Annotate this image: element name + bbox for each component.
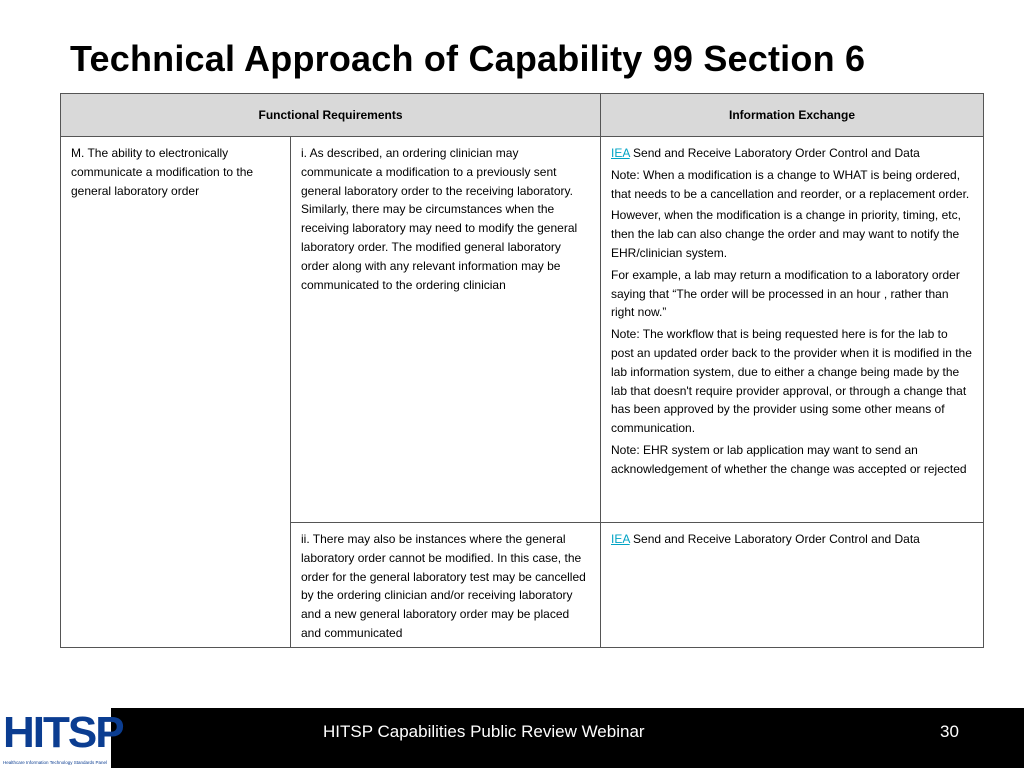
logo-text: HITSP bbox=[3, 708, 123, 757]
exchange-heading bbox=[611, 530, 973, 549]
exchange-title: Send and Receive Laboratory Order Control and Data bbox=[629, 146, 920, 160]
footer-bar bbox=[0, 708, 1024, 768]
exchange-cell bbox=[601, 523, 984, 648]
footer-title: HITSP Capabilities Public Review Webinar bbox=[323, 722, 645, 741]
hitsp-logo bbox=[0, 708, 123, 768]
page-number: 30 bbox=[940, 722, 959, 741]
exchange-note: Note: EHR system or lab application may want to send an acknowledgement of whether the change was accepted or rejected bbox=[611, 442, 967, 476]
iea-link[interactable]: IEA bbox=[611, 532, 630, 546]
iea-link[interactable]: IEA bbox=[611, 146, 630, 160]
exchange-note: However, when the modification is a change in priority, timing, etc, then the lab can also change the order and may want to notify the EHR/clinician system. bbox=[611, 208, 961, 260]
slide-title: Technical Approach of Capability 99 Section 6 bbox=[70, 38, 866, 79]
exchange-note: For example, a lab may return a modification to a laboratory order saying that “The order will be processed in an hour , rather than right now.” bbox=[611, 267, 960, 320]
header-information-exchange: Information Exchange bbox=[601, 94, 984, 137]
exchange-cell bbox=[601, 137, 984, 523]
detail-cell bbox=[291, 137, 601, 523]
requirement-text: M. The ability to electronically communicate a modification to the general laboratory order bbox=[71, 146, 254, 198]
requirement-cell bbox=[61, 137, 291, 648]
requirements-table bbox=[60, 93, 984, 648]
detail-text: ii. There may also be instances where the general laboratory order cannot be modified. In this case, the order for the general laboratory test may be cancelled by the ordering clinician and/or receiving laboratory and a new general laboratory order may be placed and communicated bbox=[301, 532, 586, 640]
exchange-note: Note: When a modification is a change to WHAT is being ordered, that needs to be a cancellation and reorder, or a replacement order. bbox=[611, 167, 970, 201]
table-header-row bbox=[61, 94, 984, 137]
exchange-title: Send and Receive Laboratory Order Control and Data bbox=[629, 532, 920, 546]
logo-subtitle: Healthcare Information Technology Standards Panel bbox=[3, 760, 107, 765]
exchange-heading bbox=[611, 144, 973, 163]
detail-cell bbox=[291, 523, 601, 648]
table-row bbox=[61, 137, 984, 523]
detail-text: i. As described, an ordering clinician may communicate a modification to a previously sent general laboratory order to the receiving laboratory. Similarly, there may be circumstances when the receiving laboratory may need to modify the general laboratory order. The modified general laboratory order along with any relevant information may be communicated to the ordering clinician bbox=[301, 146, 578, 292]
header-functional-requirements: Functional Requirements bbox=[61, 94, 601, 137]
exchange-note: Note: The workflow that is being requested here is for the lab to post an updated order back to the provider when it is modified in the lab information system, due to either a change being made by the lab that doesn't require provider approval, or through a change that has been approved by the provider using some other means of communication. bbox=[611, 327, 972, 436]
